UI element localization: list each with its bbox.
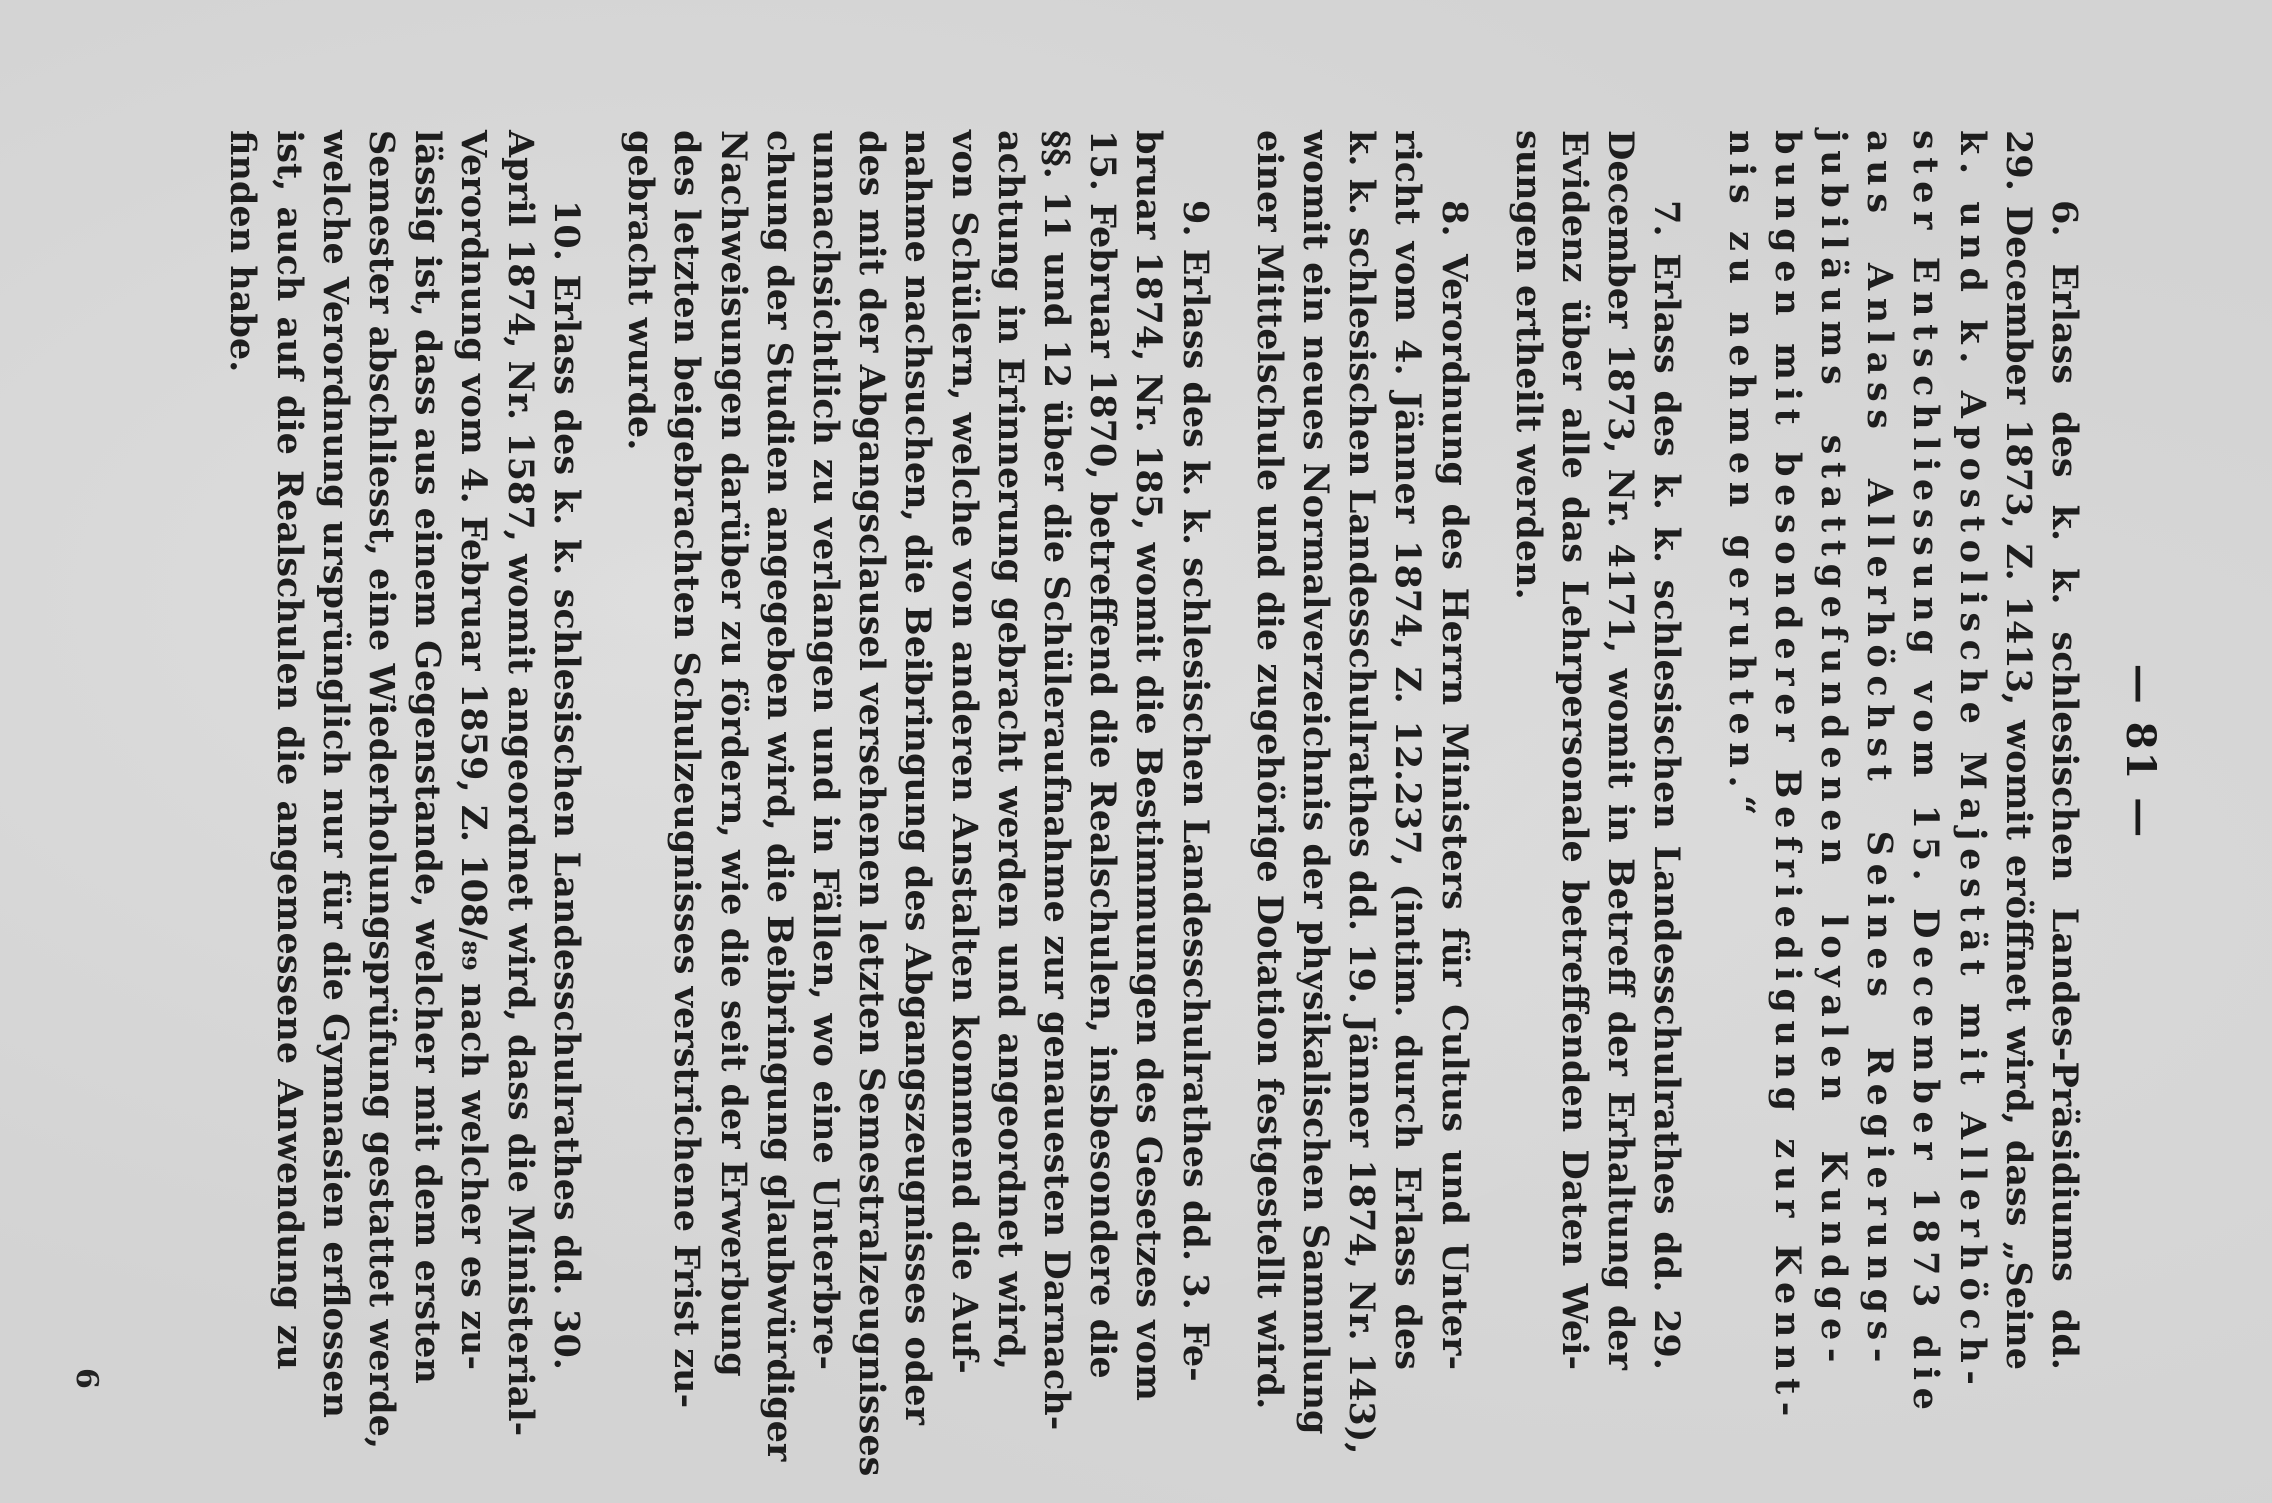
page-number: — 81 — <box>2117 663 2164 840</box>
paragraph <box>219 130 589 1450</box>
text-line: December 1873, Nr. 4171, womit in Betreff der Erhaltung der <box>1600 130 1642 1370</box>
text-line: nis zu nehmen geruhten.“ <box>1720 130 1762 823</box>
text-line: womit ein neues Normalverzeichnis der physikalischen Sammlung <box>1294 130 1336 1435</box>
text-line: sungen ertheilt werden. <box>1507 130 1549 600</box>
text-line: 6. Erlass des k. k. schlesischen Landes-Präsidiums dd. <box>2044 200 2085 1370</box>
text-line: 8. Verordnung des Herrn Ministers für Cultus und Unter- <box>1433 200 1475 1370</box>
text-line: jubiläums stattgefundenen loyalen Kundge- <box>1812 130 1854 1370</box>
paragraph <box>617 130 1218 1477</box>
text-line: finden habe. <box>222 130 264 373</box>
text-line: k. und k. Apostolische Majestät mit Allerhöch- <box>1951 130 1993 1393</box>
text-line: 10. Erlass des k. k. schlesischen Landesschulrathes dd. 30. <box>545 200 587 1370</box>
body-text <box>191 130 2087 1477</box>
text-line: unnachsichtlich zu verlangen und in Fällen, wo eine Unterbre- <box>804 130 846 1370</box>
text-line: chung der Studien angegeben wird, die Beibringung glaubwürdiger <box>758 130 800 1462</box>
text-line: aus Anlass Allerhöchst Seines Regierungs- <box>1859 130 1901 1370</box>
text-line: bungen mit besonderer Befriedigung zur Kennt- <box>1766 130 1808 1424</box>
text-line: gebracht wurde. <box>620 130 662 451</box>
text-line: des mit der Abgangsclausel versehenen letzten Semestralzeugnisses <box>851 130 893 1477</box>
text-line: Evidenz über alle das Lehrpersonale betreffenden Daten Wei- <box>1553 130 1595 1370</box>
text-line: richt vom 4. Jänner 1874, Z. 12.237, (intim. durch Erlass des <box>1387 130 1429 1370</box>
paragraph <box>1505 130 1690 1370</box>
text-line: nahme nachsuchen, die Beibringung des Abgangszeugnisses oder <box>897 130 939 1425</box>
text-line: lässig ist, dass aus einem Gegenstande, welcher mit dem ersten <box>407 130 449 1384</box>
text-line: ster Entschliessung vom 15. December 1873 die <box>1905 130 1947 1418</box>
text-line: ist, auch auf die Realschulen die angemessene Anwendung zu <box>268 130 310 1370</box>
text-line: April 1874, Nr. 1587, womit angeordnet wird, dass die Ministerial- <box>499 130 541 1437</box>
text-line: bruar 1874, Nr. 185, womit die Bestimmungen des Gesetzes vom <box>1128 130 1170 1401</box>
text-line: des letzten beigebrachten Schulzeugnisses verstrichene Frist zu- <box>666 130 708 1409</box>
text-line: k. k. schlesischen Landesschulrathes dd. 19. Jänner 1874, Nr. 143), <box>1341 130 1383 1455</box>
paragraph <box>1246 130 1477 1455</box>
text-line: einer Mittelschule und die zugehörige Dotation festgestellt wird. <box>1248 130 1290 1410</box>
text-line: 7. Erlass des k. k. schlesischen Landesschulrathes dd. 29. <box>1646 200 1688 1370</box>
text-line: 29. December 1873, Z. 1413, womit eröffnet wird, dass „Seine <box>1997 130 2039 1370</box>
text-line: §§. 11 und 12 über die Schüleraufnahme zur genauesten Darnach- <box>1035 130 1077 1431</box>
text-line: 9. Erlass des k. k. schlesischen Landesschulrathes dd. 3. Fe- <box>1174 200 1216 1382</box>
text-line: von Schülern, welche von anderen Anstalten kommend die Auf- <box>943 130 985 1374</box>
signature-mark: 6 <box>69 1368 104 1389</box>
text-line: welche Verordnung ursprünglich nur für die Gymnasien erflossen <box>314 130 356 1418</box>
text-line: Verordnung vom 4. Februar 1859, Z. 108/₈₉ nach welcher es zu- <box>453 130 495 1370</box>
text-line: 15. Februar 1870, betreffend die Realschulen, insbesondere die <box>1082 130 1124 1379</box>
text-line: achtung in Erinnerung gebracht werden und angeordnet wird, <box>989 130 1031 1370</box>
text-line: Nachweisungen darüber zu fördern, wie die seit der Erwerbung <box>712 130 754 1377</box>
text-line: Semester abschliesst, eine Wiederholungsprüfung gestattet werde, <box>361 130 403 1450</box>
paragraph <box>1717 130 2087 1424</box>
